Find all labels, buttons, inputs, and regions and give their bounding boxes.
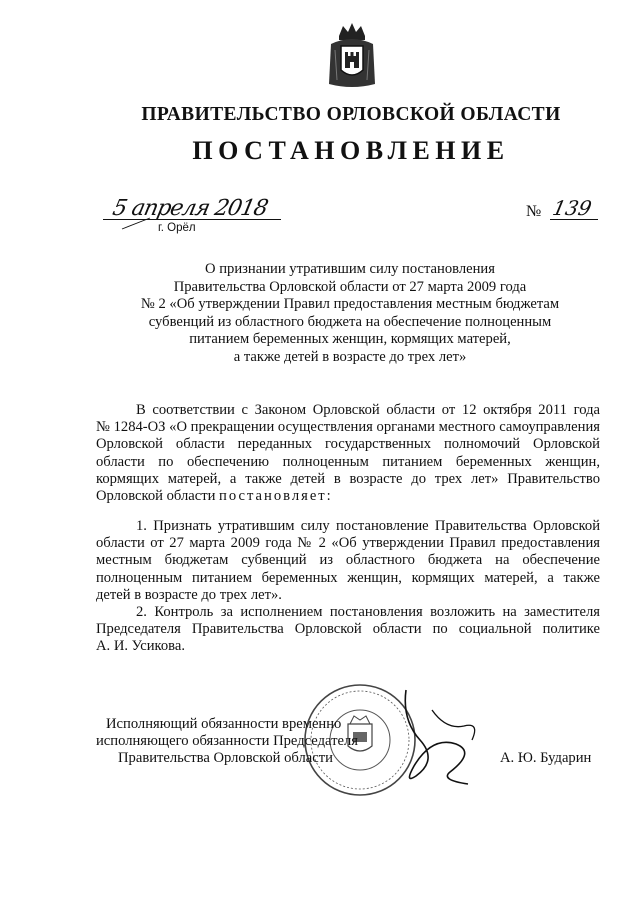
intro-last-prefix: Орловской области (96, 488, 220, 505)
subject-line: Правительства Орловской области от 27 марта 2009 года (173, 278, 527, 295)
intro-line: Орловской области переданных государственных полномочий Орловской (96, 436, 600, 453)
subject-line: О признании утратившим силу постановления (205, 261, 495, 277)
signatory-line: исполняющего обязанности Председателя (96, 733, 358, 750)
document-type-title: ПОСТАНОВЛЕНИЕ (192, 136, 510, 165)
subject-line: питанием беременных женщин, кормящих матерей, (189, 331, 511, 347)
item-2-line: Председателя Правительства Орловской области по социальной политике (96, 621, 600, 638)
subject-line: субвенций из областного бюджета на обеспечение полноценным (148, 313, 552, 330)
number-handwritten: 139 (550, 196, 594, 220)
signatory-line: Правительства Орловской области (118, 750, 333, 767)
item-2-line: 2. Контроль за исполнением постановления возложить на заместителя (136, 604, 600, 620)
number-prefix: № (526, 203, 542, 220)
city-label: г. Орёл (158, 222, 196, 234)
intro-paragraph (96, 402, 600, 505)
resolution-verb: постановляет: (219, 488, 333, 505)
item-1-line: области от 27 марта 2009 года № 2 «Об утверждении Правил предоставления (96, 535, 600, 552)
coat-of-arms-emblem (325, 20, 379, 90)
date-tick-icon (120, 216, 160, 230)
signatory-position (96, 716, 386, 768)
subject-line: № 2 «Об утверждении Правил предоставления местным бюджетам (140, 296, 560, 312)
intro-line: № 1284-ОЗ «О прекращении осуществления органами местного самоуправления (96, 419, 600, 436)
item-2-line: А. И. Усикова. (96, 638, 186, 655)
item-1-line: полноценным питанием беременных женщин, кормящих матерей, а также (96, 569, 600, 586)
intro-line: области по обеспечению полноценным питанием беременных женщин, (96, 453, 600, 470)
signatory-name: А. Ю. Бударин (500, 750, 592, 766)
item-1-line: 1. Признать утратившим силу постановление Правительства Орловской (136, 518, 600, 534)
intro-last-line (96, 488, 600, 505)
item-1-line: местным бюджетам субвенций из областного бюджета на обеспечение (96, 552, 600, 569)
item-1-line: детей в возрасте до трех лет». (96, 586, 282, 603)
handwritten-signature-icon (376, 680, 494, 790)
date-handwritten: 5 апреля 2018 (110, 196, 270, 221)
item-1-paragraph (96, 518, 600, 604)
subject-line: а также детей в возрасте до трех лет» (233, 348, 467, 365)
government-title: ПРАВИТЕЛЬСТВО ОРЛОВСКОЙ ОБЛАСТИ (141, 104, 561, 125)
intro-line: кормящих матерей, а также детей в возрасте до трех лет» Правительство (96, 470, 600, 487)
number-underline (550, 219, 598, 220)
intro-line: В соответствии с Законом Орловской области от 12 октября 2011 года (136, 402, 600, 418)
subject-block (100, 261, 600, 366)
item-2-paragraph (96, 604, 600, 656)
signatory-line: Исполняющий обязанности временно (106, 716, 342, 732)
